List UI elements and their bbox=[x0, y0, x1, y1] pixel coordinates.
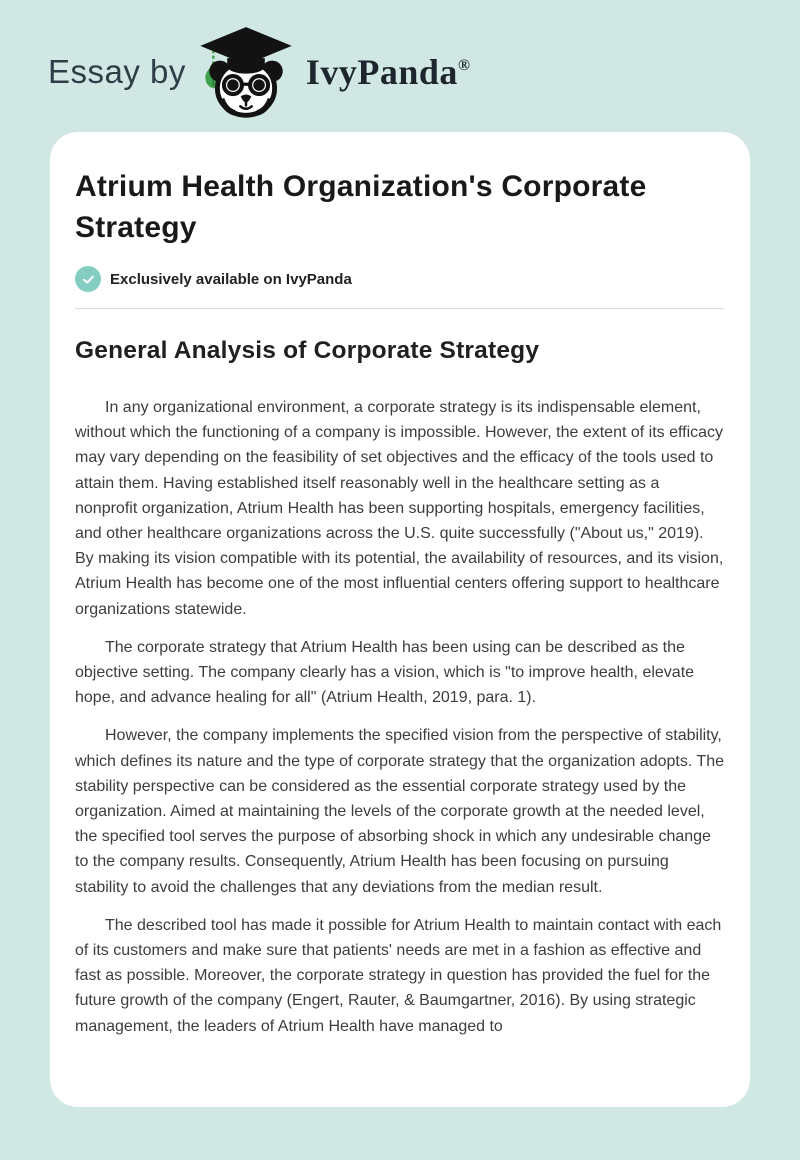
ivypanda-panda-logo-icon bbox=[196, 24, 296, 120]
exclusive-label: Exclusively available on IvyPanda bbox=[110, 270, 352, 288]
page-title: Atrium Health Organization's Corporate Strategy bbox=[75, 170, 647, 244]
site-header bbox=[0, 0, 800, 132]
registered-mark: ® bbox=[457, 57, 471, 74]
essay-body bbox=[75, 395, 724, 1039]
paragraph: The described tool has made it possible for Atrium Health to maintain contact with each of its customers and make sure that patients' needs are met in a fashion as effective and fast as possible. Moreover, the corporate strategy in question has provided the fuel for the future growth of the company (Engert, Rauter, & Baumgartner, 2016). By using strategic management, the leaders of Atrium Health have managed to bbox=[75, 916, 722, 1035]
exclusive-badge bbox=[75, 266, 724, 292]
paragraph: In any organizational environment, a corporate strategy is its indispensable element, without which the functioning of a company is impossible. However, the extent of its efficacy may vary depending on the feasibility of set objectives and the efficacy of the tools used to attain them. Having established itself reasonably well in the healthcare setting as a nonprofit organization, Atrium Health has been supporting hospitals, emergency facilities, and other healthcare organizations across the U.S. quite successfully ("About us," 2019). By making its vision compatible with its potential, the availability of resources, and its vision, Atrium Health has become one of the most influential centers offering support to healthcare organizations statewide. bbox=[75, 399, 724, 618]
paragraph: The corporate strategy that Atrium Health has been using can be described as the objective setting. The company clearly has a vision, which is "to improve health, elevate hope, and advance healing for all" (Atrium Health, 2019, para. 1). bbox=[75, 638, 695, 707]
checkmark-icon bbox=[75, 266, 101, 292]
section-heading: General Analysis of Corporate Strategy bbox=[75, 337, 540, 364]
essay-card bbox=[50, 132, 750, 1107]
brand-text: IvyPanda bbox=[305, 52, 458, 92]
essay-by-label: Essay by bbox=[48, 53, 186, 90]
paragraph: However, the company implements the specified vision from the perspective of stability, which defines its nature and the type of corporate strategy that the organization adopts. The stability perspective can be considered as the essential corporate strategy used by the organization. Aimed at maintaining the levels of the corporate growth at the needed level, the specified tool serves the purpose of absorbing shock in which any undesirable change to the company results. Consequently, Atrium Health has been focusing on pursuing stability to avoid the challenges that any deviations from the median result. bbox=[75, 727, 724, 896]
brand-name bbox=[306, 51, 471, 93]
divider bbox=[75, 308, 724, 309]
